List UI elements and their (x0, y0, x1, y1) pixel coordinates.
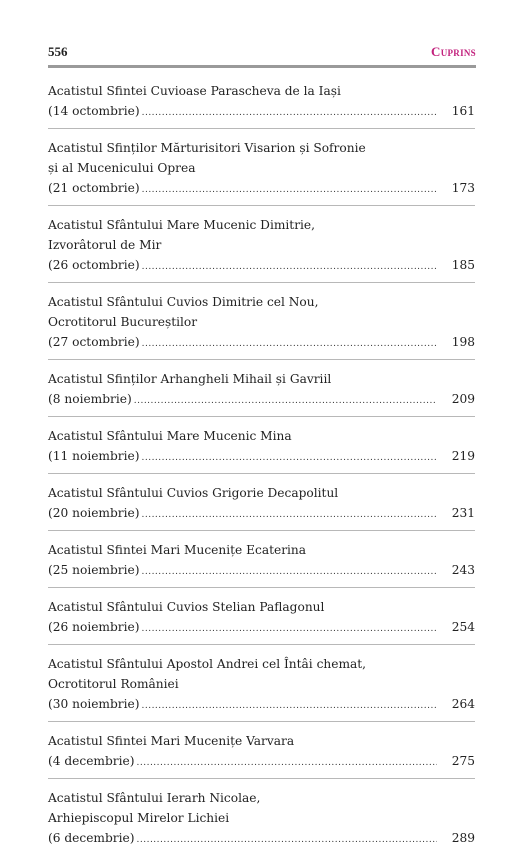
page-number: 556 (48, 44, 68, 59)
toc-entry-page: 264 (451, 697, 475, 711)
toc-entry-title-line: Acatistul Sfântului Mare Mucenic Mina (48, 429, 292, 443)
toc-entry-page: 243 (451, 563, 475, 577)
dot-leader (142, 334, 437, 354)
dot-leader (141, 619, 437, 639)
dot-leader (137, 753, 438, 773)
dot-leader (141, 448, 437, 468)
toc-entry-date: (14 octombrie) (48, 104, 140, 118)
toc-entry (48, 80, 475, 129)
toc-entry-date: (6 decembrie) (48, 831, 135, 845)
toc-entry (48, 539, 475, 588)
toc-entry-title-line: Izvorâtorul de Mir (48, 238, 162, 252)
page-header (48, 44, 476, 66)
toc-entry (48, 214, 475, 283)
toc-entry-date-line (48, 560, 475, 582)
toc-entry-title-line: Arhiepiscopul Mirelor Lichiei (48, 811, 230, 825)
toc-entry (48, 368, 475, 417)
toc-entry-page: 173 (451, 181, 475, 195)
toc-entry-title-line: Acatistul Sfântului Cuvios Stelian Paflagonul (48, 600, 325, 614)
toc-entry-page: 185 (451, 258, 475, 272)
dot-leader (142, 257, 437, 277)
toc-entry-date-line (48, 255, 475, 277)
toc-entry-page: 209 (451, 392, 475, 406)
dot-leader (141, 696, 437, 716)
toc-entry-date-line (48, 389, 475, 411)
section-title: Cuprins (431, 44, 476, 59)
toc-entry (48, 425, 475, 474)
dot-leader (137, 830, 438, 850)
toc-entry (48, 482, 475, 531)
toc-entry (48, 653, 475, 722)
dot-leader (141, 562, 437, 582)
toc-entry-title-line: Acatistul Sfântului Cuvios Grigorie Decapolitul (48, 486, 339, 500)
toc-entry-date-line (48, 694, 475, 716)
toc-entry-date-line (48, 828, 475, 850)
toc-entry-date-line (48, 751, 475, 773)
dot-leader (142, 180, 437, 200)
toc-entry (48, 137, 475, 206)
toc-entry-title-line: Acatistul Sfinților Mărturisitori Visarion și Sofronie (48, 141, 366, 155)
toc-entry-date-line (48, 503, 475, 525)
table-of-contents (48, 80, 475, 863)
toc-entry-page: 219 (451, 449, 475, 463)
toc-entry-date: (20 noiembrie) (48, 506, 140, 520)
toc-entry (48, 291, 475, 360)
toc-entry-date-line (48, 446, 475, 468)
toc-entry-title-line: Acatistul Sfintei Mari Mucenițe Varvara (48, 734, 295, 748)
toc-entry-date-line (48, 101, 475, 123)
toc-entry (48, 787, 475, 855)
toc-entry-page: 254 (451, 620, 475, 634)
toc-entry-date: (25 noiembrie) (48, 563, 140, 577)
dot-leader (142, 103, 437, 123)
toc-entry-title-line: Acatistul Sfântului Mare Mucenic Dimitrie, (48, 218, 316, 232)
dot-leader (134, 391, 437, 411)
toc-entry-title-line: Acatistul Sfinților Arhangheli Mihail și Gavriil (48, 372, 332, 386)
toc-entry-date: (8 noiembrie) (48, 392, 132, 406)
toc-entry-date: (27 octombrie) (48, 335, 140, 349)
toc-entry-date-line (48, 617, 475, 639)
toc-entry-date: (26 octombrie) (48, 258, 140, 272)
toc-entry-title-line: și al Mucenicului Oprea (48, 161, 196, 175)
toc-entry-page: 231 (451, 506, 475, 520)
toc-entry-title-line: Acatistul Sfintei Cuvioase Parascheva de la Iași (48, 84, 341, 98)
toc-entry-page: 198 (451, 335, 475, 349)
toc-entry-date-line (48, 332, 475, 354)
toc-entry-title-line: Acatistul Sfintei Mari Mucenițe Ecaterina (48, 543, 307, 557)
toc-entry-date: (30 noiembrie) (48, 697, 140, 711)
toc-entry-date: (11 noiembrie) (48, 449, 140, 463)
dot-leader (141, 505, 437, 525)
toc-entry-page: 289 (451, 831, 475, 845)
toc-entry-title-line: Acatistul Sfântului Cuvios Dimitrie cel Nou, (48, 295, 319, 309)
toc-entry-title-line: Acatistul Sfântului Ierarh Nicolae, (48, 791, 261, 805)
toc-entry-date: (21 octombrie) (48, 181, 140, 195)
header-rule (48, 65, 476, 68)
toc-entry-date-line (48, 178, 475, 200)
toc-entry-page: 275 (451, 754, 475, 768)
toc-entry-title-line: Acatistul Sfântului Apostol Andrei cel Întâi chemat, (48, 657, 367, 671)
toc-entry-title-line: Ocrotitorul Bucureștilor (48, 315, 198, 329)
toc-entry-date: (4 decembrie) (48, 754, 135, 768)
toc-entry-title-line: Ocrotitorul României (48, 677, 179, 691)
toc-entry-page: 161 (451, 104, 475, 118)
toc-entry (48, 596, 475, 645)
toc-entry-date: (26 noiembrie) (48, 620, 140, 634)
